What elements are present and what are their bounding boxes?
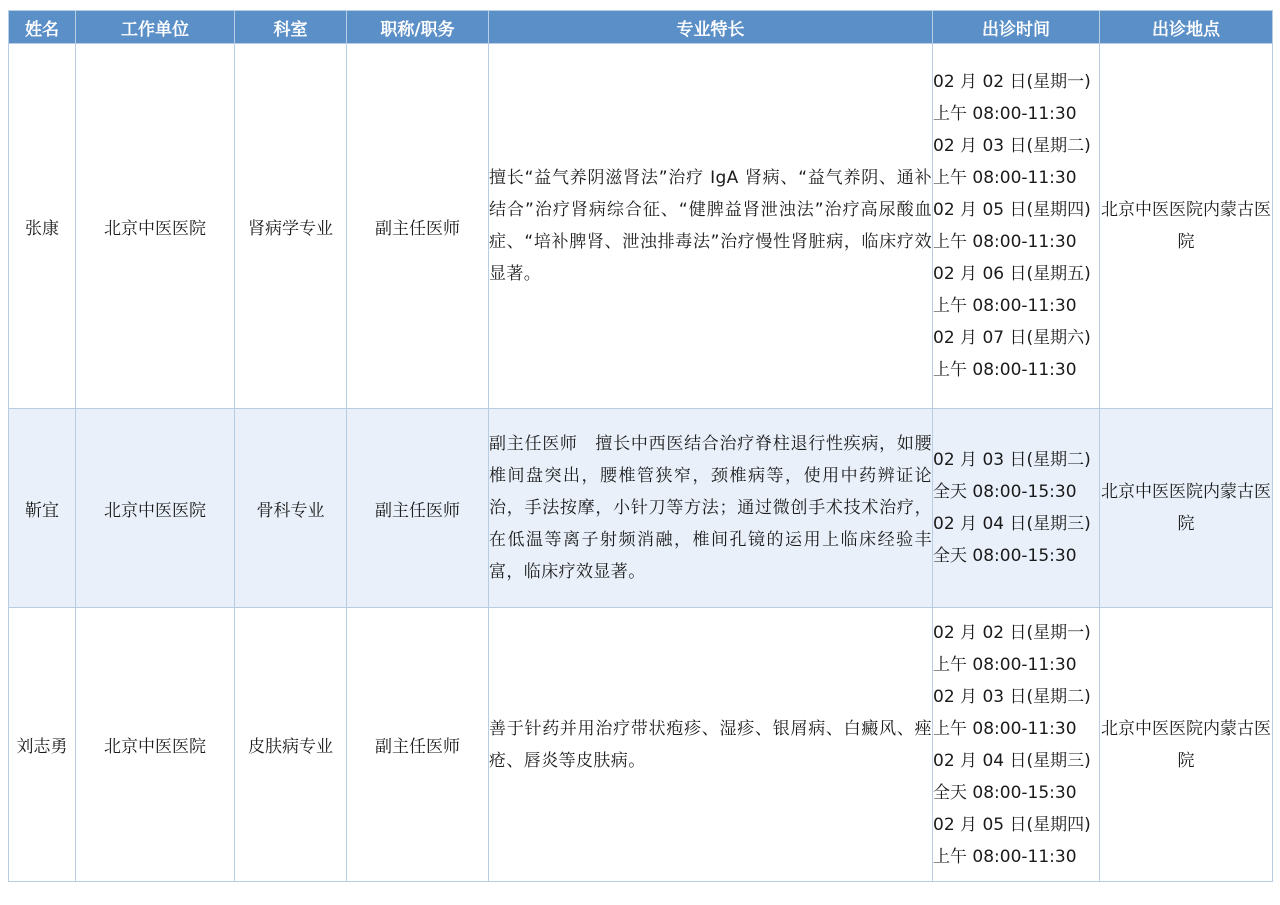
clinic-date: 02 月 05 日(星期四) bbox=[933, 814, 1091, 835]
header-name: 姓名 bbox=[9, 11, 76, 44]
department: 皮肤病专业 bbox=[235, 608, 347, 882]
work-unit: 北京中医医院 bbox=[76, 44, 235, 409]
clinic-location: 北京中医医院内蒙古医院 bbox=[1100, 608, 1273, 882]
clinic-times bbox=[933, 44, 1100, 409]
doctor-schedule-table bbox=[8, 10, 1273, 882]
doctor-name: 靳宜 bbox=[9, 409, 76, 608]
clinic-location: 北京中医医院内蒙古医院 bbox=[1100, 409, 1273, 608]
clinic-date: 02 月 05 日(星期四) bbox=[933, 200, 1091, 220]
job-title: 副主任医师 bbox=[347, 44, 489, 409]
department: 肾病学专业 bbox=[235, 44, 347, 409]
clinic-times bbox=[933, 608, 1100, 882]
clinic-date: 02 月 02 日(星期一) bbox=[933, 622, 1091, 643]
clinic-hours: 上午 08:00-11:30 bbox=[933, 846, 1077, 867]
clinic-date: 02 月 03 日(星期二) bbox=[933, 686, 1091, 707]
header-unit: 工作单位 bbox=[76, 11, 235, 44]
clinic-hours: 上午 08:00-11:30 bbox=[933, 654, 1077, 675]
clinic-hours: 上午 08:00-11:30 bbox=[933, 104, 1077, 124]
table-row bbox=[9, 608, 1273, 882]
clinic-date: 02 月 03 日(星期二) bbox=[933, 450, 1091, 470]
header-time: 出诊时间 bbox=[933, 11, 1100, 44]
clinic-hours: 上午 08:00-11:30 bbox=[933, 296, 1077, 316]
clinic-date: 02 月 02 日(星期一) bbox=[933, 72, 1091, 92]
department: 骨科专业 bbox=[235, 409, 347, 608]
header-dept: 科室 bbox=[235, 11, 347, 44]
clinic-date: 02 月 04 日(星期三) bbox=[933, 514, 1091, 534]
specialty-text: 善于针药并用治疗带状疱疹、湿疹、银屑病、白癜风、痤疮、唇炎等皮肤病。 bbox=[489, 608, 933, 882]
clinic-hours: 全天 08:00-15:30 bbox=[933, 482, 1077, 502]
clinic-hours: 上午 08:00-11:30 bbox=[933, 168, 1077, 188]
clinic-date: 02 月 06 日(星期五) bbox=[933, 264, 1091, 284]
work-unit: 北京中医医院 bbox=[76, 409, 235, 608]
job-title: 副主任医师 bbox=[347, 409, 489, 608]
table-header-row bbox=[9, 11, 1273, 44]
clinic-hours: 上午 08:00-11:30 bbox=[933, 232, 1077, 252]
clinic-date: 02 月 04 日(星期三) bbox=[933, 750, 1091, 771]
header-specialty: 专业特长 bbox=[489, 11, 933, 44]
clinic-times bbox=[933, 409, 1100, 608]
specialty-text: 副主任医师 擅长中西医结合治疗脊柱退行性疾病，如腰椎间盘突出，腰椎管狭窄，颈椎病等，使用中药辨证论治，手法按摩，小针刀等方法；通过微创手术技术治疗，在低温等离子射频消融，椎间孔镜的运用上临床经验丰富，临床疗效显著。 bbox=[489, 409, 933, 608]
header-title: 职称/职务 bbox=[347, 11, 489, 44]
clinic-date: 02 月 03 日(星期二) bbox=[933, 136, 1091, 156]
clinic-date: 02 月 07 日(星期六) bbox=[933, 328, 1091, 348]
clinic-hours: 上午 08:00-11:30 bbox=[933, 360, 1077, 380]
table-row bbox=[9, 44, 1273, 409]
work-unit: 北京中医医院 bbox=[76, 608, 235, 882]
doctor-name: 张康 bbox=[9, 44, 76, 409]
clinic-hours: 上午 08:00-11:30 bbox=[933, 718, 1077, 739]
job-title: 副主任医师 bbox=[347, 608, 489, 882]
doctor-name: 刘志勇 bbox=[9, 608, 76, 882]
specialty-text: 擅长“益气养阴滋肾法”治疗 IgA 肾病、“益气养阴、通补结合”治疗肾病综合征、“健脾益肾泄浊法”治疗高尿酸血症、“培补脾肾、泄浊排毒法”治疗慢性肾脏病，临床疗效显著。 bbox=[489, 44, 933, 409]
clinic-hours: 全天 08:00-15:30 bbox=[933, 782, 1077, 803]
table-row bbox=[9, 409, 1273, 608]
clinic-location: 北京中医医院内蒙古医院 bbox=[1100, 44, 1273, 409]
clinic-hours: 全天 08:00-15:30 bbox=[933, 546, 1077, 566]
header-place: 出诊地点 bbox=[1100, 11, 1273, 44]
